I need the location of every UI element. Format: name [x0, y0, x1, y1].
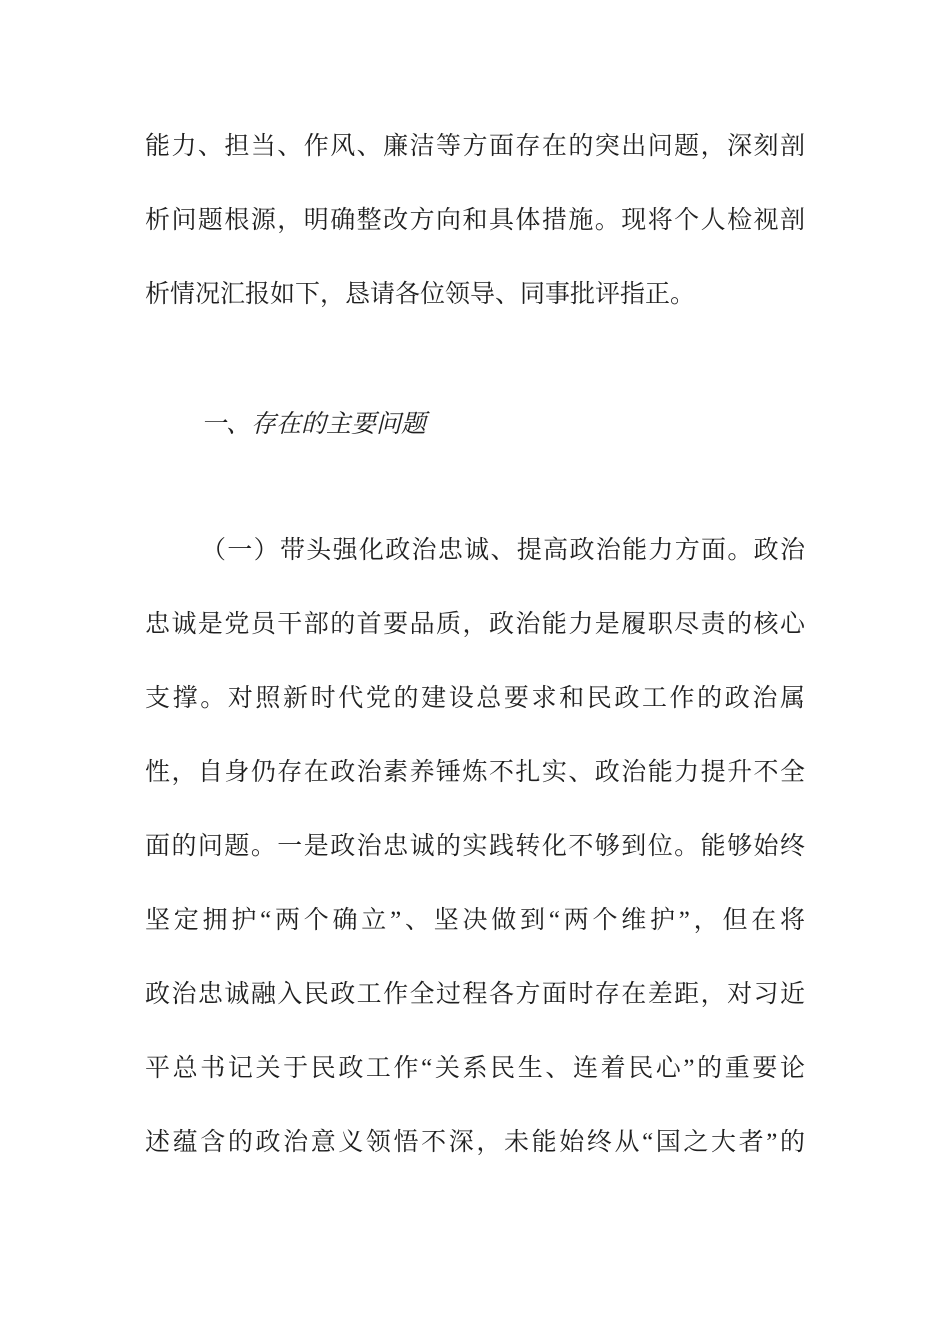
- text-line: 述蕴含的政治意义领悟不深，未能始终从“国之大者”的: [145, 1129, 805, 1156]
- text-line: 忠诚是党员干部的首要品质，政治能力是履职尽责的核心: [145, 611, 805, 638]
- text-line: 能力、担当、作风、廉洁等方面存在的突出问题，深刻剖: [145, 133, 805, 160]
- text-line: 政治忠诚融入民政工作全过程各方面时存在差距，对习近: [145, 981, 805, 1008]
- text-line: 平总书记关于民政工作“关系民生、连着民心”的重要论: [145, 1055, 805, 1082]
- text-line: 析问题根源，明确整改方向和具体措施。现将个人检视剖: [145, 207, 805, 234]
- text-line: 支撑。对照新时代党的建设总要求和民政工作的政治属: [145, 685, 805, 712]
- text-line: 坚定拥护“两个确立”、坚决做到“两个维护”，但在将: [145, 907, 805, 934]
- text-line: 析情况汇报如下，恳请各位领导、同事批评指正。: [145, 281, 696, 308]
- text-line: （一）带头强化政治忠诚、提高政治能力方面。政治: [201, 537, 805, 564]
- text-line: 性，自身仍存在政治素养锤炼不扎实、政治能力提升不全: [145, 759, 805, 786]
- text-line: 面的问题。一是政治忠诚的实践转化不够到位。能够始终: [145, 833, 805, 860]
- section-heading: 一、存在的主要问题: [201, 411, 427, 438]
- paragraph-continuation: [145, 110, 805, 332]
- paragraph-subsection: [145, 514, 805, 1180]
